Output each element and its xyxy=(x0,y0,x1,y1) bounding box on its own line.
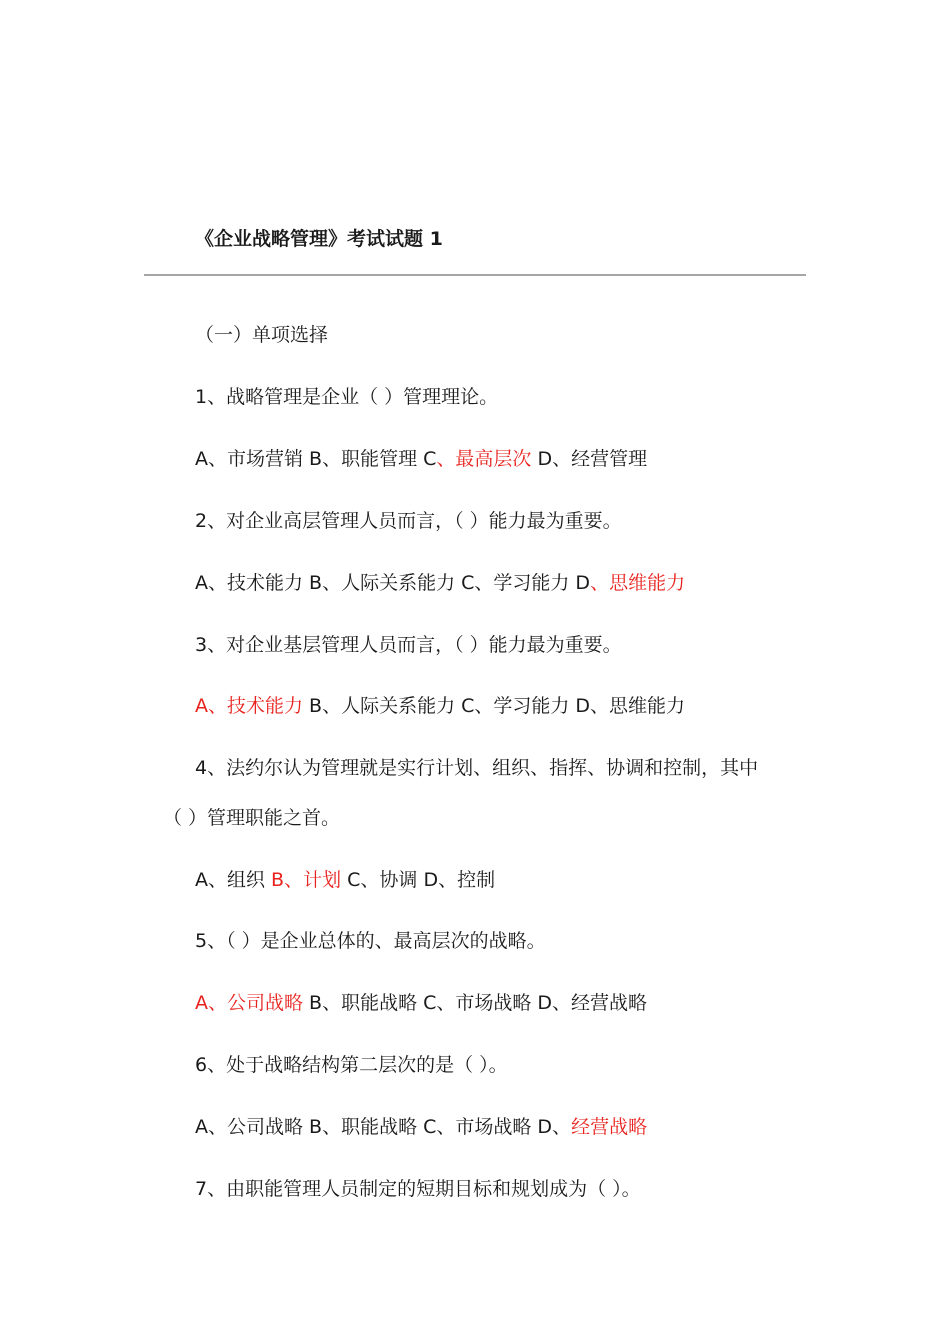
answer-highlight: 经营战略 xyxy=(571,1116,648,1138)
question-1: 1、战略管理是企业（ ）管理理论。 xyxy=(195,386,499,408)
answer-highlight: 、思维能力 xyxy=(590,572,686,594)
question-6: 6、处于战略结构第二层次的是（ ）。 xyxy=(195,1054,508,1076)
answer-highlight: 、最高层次 xyxy=(436,448,532,470)
question-2: 2、对企业高层管理人员而言，（ ）能力最为重要。 xyxy=(195,510,622,532)
question-3: 3、对企业基层管理人员而言，（ ）能力最为重要。 xyxy=(195,634,622,656)
answer-highlight: A、公司战略 xyxy=(195,992,303,1014)
title-divider xyxy=(144,274,806,276)
options-6: A、公司战略 B、职能战略 C、市场战略 D、经营战略 xyxy=(195,1116,648,1138)
question-4-line-2: （ ）管理职能之首。 xyxy=(163,807,341,829)
answer-highlight: A、技术能力 xyxy=(195,695,303,717)
options-5: A、公司战略 B、职能战略 C、市场战略 D、经营战略 xyxy=(195,992,648,1014)
options-3: A、技术能力 B、人际关系能力 C、学习能力 D、思维能力 xyxy=(195,695,686,717)
question-5: 5、（ ）是企业总体的、最高层次的战略。 xyxy=(195,930,546,952)
options-4: A、组织 B、计划 C、协调 D、控制 xyxy=(195,869,496,891)
question-7: 7、由职能管理人员制定的短期目标和规划成为（ ）。 xyxy=(195,1178,641,1200)
doc-title: 《企业战略管理》考试试题 1 xyxy=(195,228,443,250)
answer-highlight: B、计划 xyxy=(271,869,342,891)
section-heading: （一）单项选择 xyxy=(195,324,329,346)
options-1: A、市场营销 B、职能管理 C、最高层次 D、经营管理 xyxy=(195,448,648,470)
question-4-line-1: 4、法约尔认为管理就是实行计划、组织、指挥、协调和控制，其中 xyxy=(195,757,759,779)
options-2: A、技术能力 B、人际关系能力 C、学习能力 D、思维能力 xyxy=(195,572,686,594)
